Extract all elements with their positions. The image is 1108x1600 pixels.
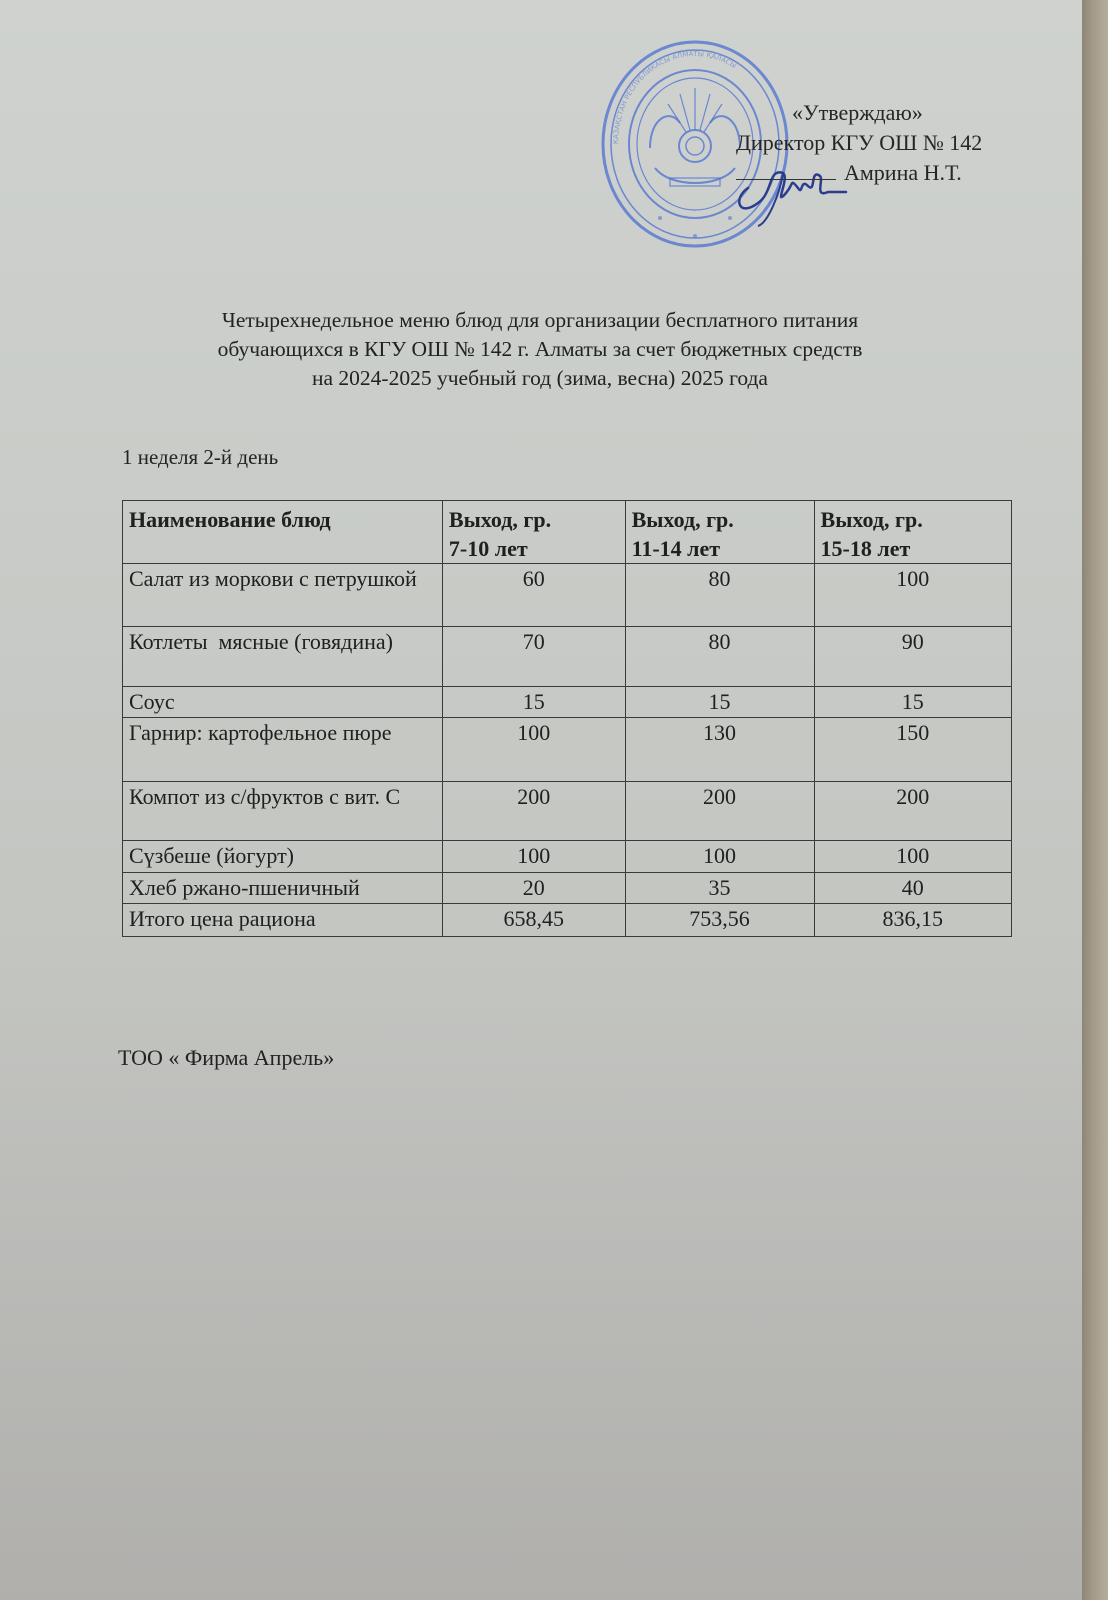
svg-text:КАЗАҚСТАН РЕСПУБЛИКАСЫ АЛМАТЫ: КАЗАҚСТАН РЕСПУБЛИКАСЫ АЛМАТЫ ҚАЛАСЫ — [611, 49, 738, 145]
header-age-range: 7-10 лет — [448, 536, 528, 561]
yield-11-14: 80 — [625, 627, 814, 687]
dish-name: Котлеты мясные (говядина) — [123, 627, 443, 687]
table-row — [123, 782, 1012, 841]
yield-11-14: 100 — [625, 841, 814, 873]
yield-7-10: 100 — [442, 718, 625, 782]
yield-7-10: 200 — [442, 782, 625, 841]
yield-7-10: 15 — [442, 687, 625, 718]
header-yield-15-18 — [814, 501, 1011, 564]
week-day-label: 1 неделя 2-й день — [122, 445, 279, 469]
header-dish-name: Наименование блюд — [123, 501, 443, 564]
yield-15-18: 40 — [814, 873, 1011, 904]
document-title — [120, 306, 960, 393]
yield-7-10: 70 — [442, 627, 625, 687]
title-line-2: обучающихся в КГУ ОШ № 142 г. Алматы за счет бюджетных средств — [217, 337, 863, 361]
supplier-name: ТОО « Фирма Апрель» — [118, 1045, 335, 1070]
total-row — [123, 904, 1012, 937]
yield-11-14: 35 — [625, 873, 814, 904]
header-yield-11-14 — [625, 501, 814, 564]
dish-name: Сүзбеше (йогурт) — [123, 841, 443, 873]
table-row — [123, 687, 1012, 718]
table-row — [123, 873, 1012, 904]
table-row — [123, 564, 1012, 627]
menu-table — [122, 500, 1012, 937]
yield-15-18: 100 — [814, 841, 1011, 873]
header-yield-label: Выход, гр. — [631, 507, 734, 532]
total-price-7-10: 658,45 — [442, 904, 625, 937]
table-row — [123, 841, 1012, 873]
yield-15-18: 150 — [814, 718, 1011, 782]
title-line-3: на 2024-2025 учебный год (зима, весна) 2025 года — [312, 366, 768, 390]
header-age-range: 15-18 лет — [820, 536, 911, 561]
dish-name: Соус — [123, 687, 443, 718]
yield-15-18: 100 — [814, 564, 1011, 627]
dish-name: Салат из моркови с петрушкой — [123, 564, 443, 627]
page-edge — [1082, 0, 1108, 1600]
approve-label: «Утверждаю» — [792, 100, 923, 125]
dish-name: Гарнир: картофельное пюре — [123, 718, 443, 782]
yield-11-14: 80 — [625, 564, 814, 627]
yield-15-18: 90 — [814, 627, 1011, 687]
yield-7-10: 100 — [442, 841, 625, 873]
table-row — [123, 718, 1012, 782]
signature-line — [736, 179, 836, 180]
yield-15-18: 15 — [814, 687, 1011, 718]
total-price-11-14: 753,56 — [625, 904, 814, 937]
yield-11-14: 130 — [625, 718, 814, 782]
director-name-line — [736, 158, 962, 188]
header-yield-label: Выход, гр. — [820, 507, 923, 532]
yield-7-10: 60 — [442, 564, 625, 627]
table-header-row — [123, 501, 1012, 564]
dish-name: Компот из с/фруктов с вит. С — [123, 782, 443, 841]
director-position: Директор КГУ ОШ № 142 — [736, 130, 983, 155]
director-name: Амрина Н.Т. — [844, 160, 962, 185]
yield-7-10: 20 — [442, 873, 625, 904]
table-row — [123, 627, 1012, 687]
total-label: Итого цена рациона — [123, 904, 443, 937]
total-price-15-18: 836,15 — [814, 904, 1011, 937]
header-yield-7-10 — [442, 501, 625, 564]
yield-11-14: 15 — [625, 687, 814, 718]
dish-name: Хлеб ржано-пшеничный — [123, 873, 443, 904]
header-age-range: 11-14 лет — [631, 536, 721, 561]
title-line-1: Четырехнедельное меню блюд для организации бесплатного питания — [221, 308, 859, 332]
header-yield-label: Выход, гр. — [448, 507, 552, 532]
yield-15-18: 200 — [814, 782, 1011, 841]
yield-11-14: 200 — [625, 782, 814, 841]
